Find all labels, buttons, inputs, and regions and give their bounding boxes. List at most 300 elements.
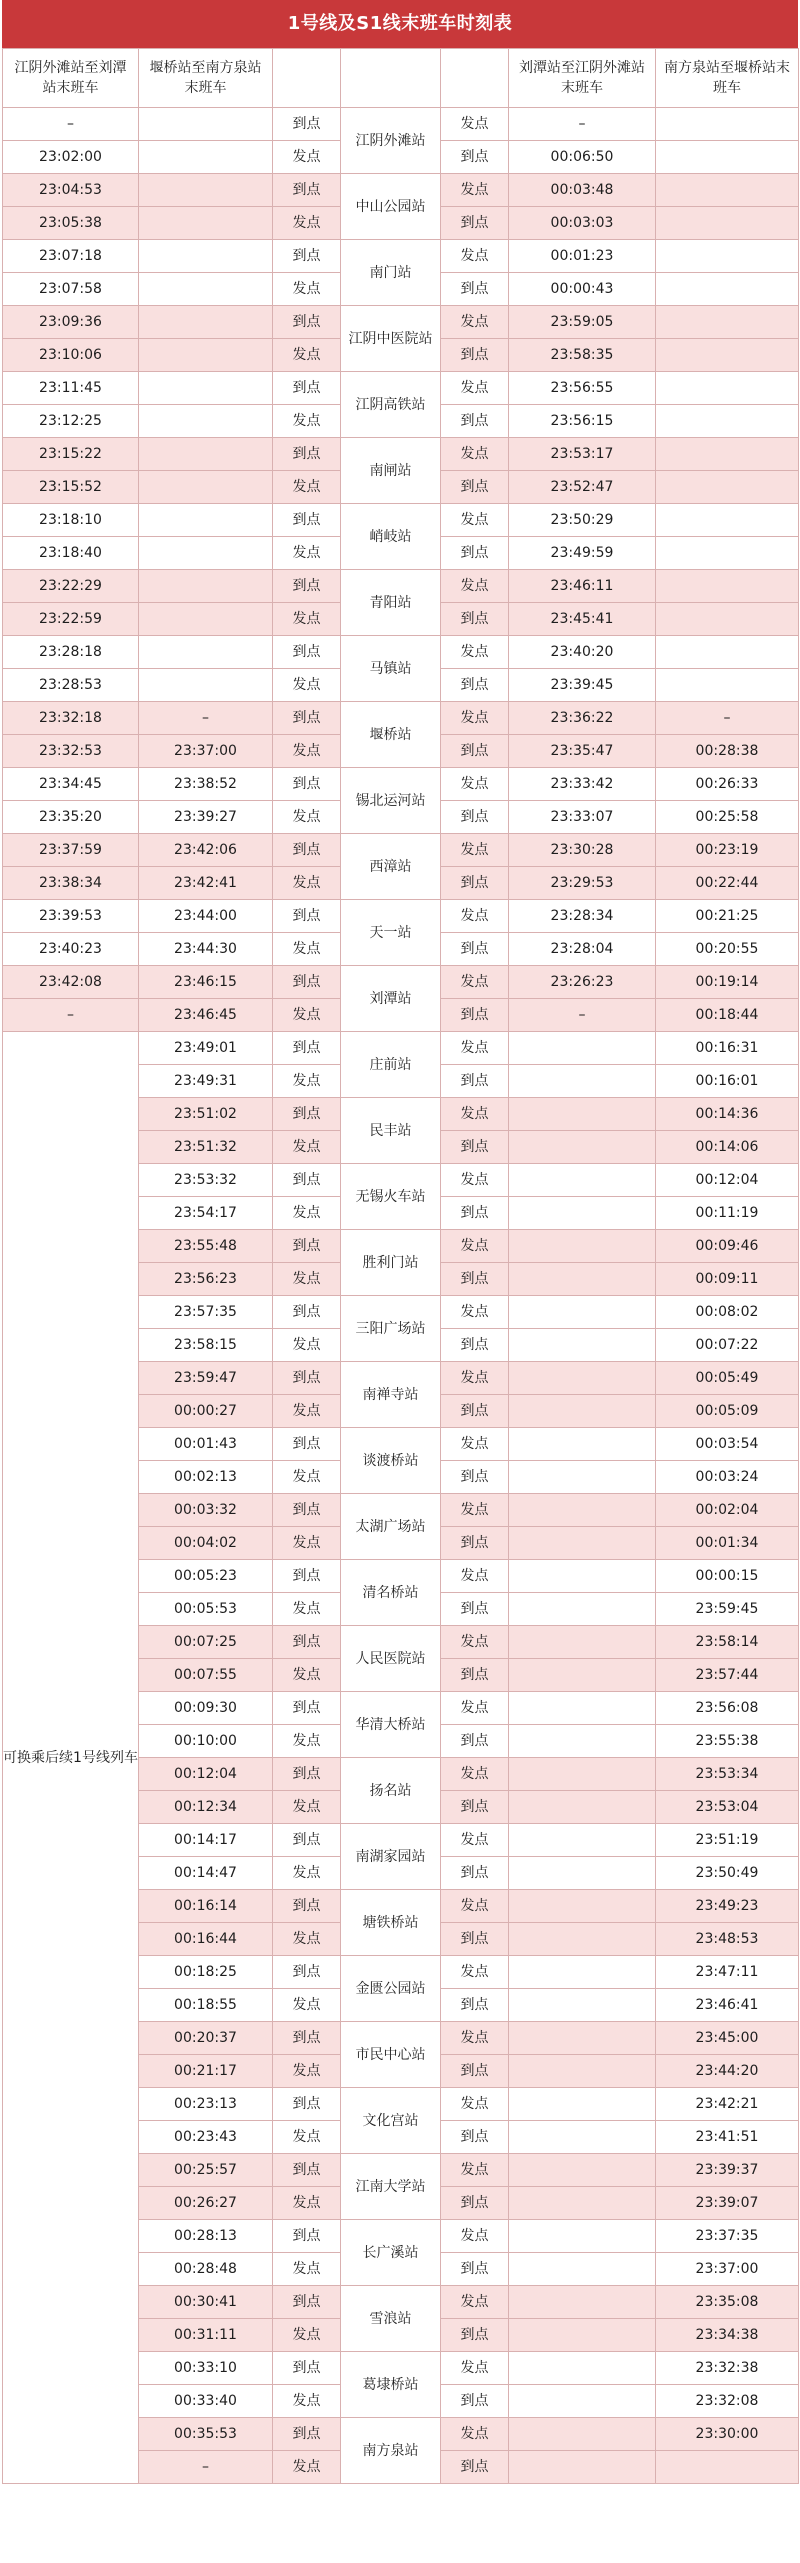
- cell-liutan-to-jiangyin: [509, 1461, 656, 1494]
- arrive-label: 到点: [273, 1956, 341, 1989]
- cell-liutan-to-jiangyin: [509, 2154, 656, 2187]
- arrive-label: 到点: [273, 1692, 341, 1725]
- cell-yanqiao-to-nanfangquan: [139, 636, 273, 669]
- depart-label: 发点: [441, 2418, 509, 2451]
- arrive-label: 到点: [441, 1923, 509, 1956]
- arrive-label: 到点: [273, 966, 341, 999]
- arrive-label: 到点: [273, 1362, 341, 1395]
- depart-label: 发点: [441, 1428, 509, 1461]
- cell-yanqiao-to-nanfangquan: [139, 108, 273, 141]
- cell-yanqiao-to-nanfangquan: 00:05:53: [139, 1593, 273, 1626]
- arrive-label: 到点: [441, 1527, 509, 1560]
- cell-liutan-to-jiangyin: [509, 1098, 656, 1131]
- cell-yanqiao-to-nanfangquan: 00:35:53: [139, 2418, 273, 2451]
- cell-nanfangquan-to-yanqiao: [656, 174, 799, 207]
- cell-liutan-to-jiangyin: [509, 1692, 656, 1725]
- depart-label: 发点: [273, 2055, 341, 2088]
- depart-label: 发点: [273, 273, 341, 306]
- cell-yanqiao-to-nanfangquan: 23:39:27: [139, 801, 273, 834]
- table-row: [3, 768, 799, 801]
- cell-nanfangquan-to-yanqiao: 00:16:31: [656, 1032, 799, 1065]
- depart-label: 发点: [441, 1296, 509, 1329]
- cell-yanqiao-to-nanfangquan: 23:57:35: [139, 1296, 273, 1329]
- cell-nanfangquan-to-yanqiao: [656, 240, 799, 273]
- cell-yanqiao-to-nanfangquan: 23:44:00: [139, 900, 273, 933]
- cell-nanfangquan-to-yanqiao: 00:23:19: [656, 834, 799, 867]
- table-row: [3, 1032, 799, 1065]
- cell-liutan-to-jiangyin: [509, 1362, 656, 1395]
- depart-label: 发点: [273, 867, 341, 900]
- cell-liutan-to-jiangyin: 23:40:20: [509, 636, 656, 669]
- cell-liutan-to-jiangyin: [509, 1824, 656, 1857]
- station-name: 南方泉站: [341, 2418, 441, 2484]
- cell-nanfangquan-to-yanqiao: –: [656, 702, 799, 735]
- cell-yanqiao-to-nanfangquan: [139, 603, 273, 636]
- cell-nanfangquan-to-yanqiao: 23:51:19: [656, 1824, 799, 1857]
- cell-liutan-to-jiangyin: 23:56:55: [509, 372, 656, 405]
- arrive-label: 到点: [273, 636, 341, 669]
- station-name: 南湖家园站: [341, 1824, 441, 1890]
- cell-liutan-to-jiangyin: 23:56:15: [509, 405, 656, 438]
- cell-nanfangquan-to-yanqiao: [656, 438, 799, 471]
- station-name: 南门站: [341, 240, 441, 306]
- cell-yanqiao-to-nanfangquan: –: [139, 2451, 273, 2484]
- cell-yanqiao-to-nanfangquan: 23:54:17: [139, 1197, 273, 1230]
- cell-yanqiao-to-nanfangquan: 00:07:55: [139, 1659, 273, 1692]
- depart-label: 发点: [273, 1329, 341, 1362]
- cell-nanfangquan-to-yanqiao: [656, 141, 799, 174]
- depart-label: 发点: [273, 1725, 341, 1758]
- cell-yanqiao-to-nanfangquan: 00:14:17: [139, 1824, 273, 1857]
- cell-liutan-to-jiangyin: [509, 2253, 656, 2286]
- cell-liutan-to-jiangyin: 23:59:05: [509, 306, 656, 339]
- cell-nanfangquan-to-yanqiao: 00:03:24: [656, 1461, 799, 1494]
- arrive-label: 到点: [273, 702, 341, 735]
- cell-yanqiao-to-nanfangquan: 00:30:41: [139, 2286, 273, 2319]
- cell-yanqiao-to-nanfangquan: 23:49:31: [139, 1065, 273, 1098]
- station-name: 庄前站: [341, 1032, 441, 1098]
- depart-label: 发点: [273, 471, 341, 504]
- arrive-label: 到点: [441, 801, 509, 834]
- cell-liutan-to-jiangyin: 23:39:45: [509, 669, 656, 702]
- depart-label: 发点: [441, 240, 509, 273]
- cell-liutan-to-jiangyin: 00:06:50: [509, 141, 656, 174]
- arrive-label: 到点: [273, 1032, 341, 1065]
- arrive-label: 到点: [441, 1197, 509, 1230]
- cell-yanqiao-to-nanfangquan: 00:01:43: [139, 1428, 273, 1461]
- cell-nanfangquan-to-yanqiao: 00:08:02: [656, 1296, 799, 1329]
- header-nanfangquan-to-yanqiao: 南方泉站至堰桥站末班车: [656, 49, 799, 108]
- cell-nanfangquan-to-yanqiao: [656, 603, 799, 636]
- depart-label: 发点: [441, 372, 509, 405]
- table-row: [3, 966, 799, 999]
- cell-yanqiao-to-nanfangquan: 23:46:15: [139, 966, 273, 999]
- cell-jiangyin-to-liutan: 23:42:08: [3, 966, 139, 999]
- arrive-label: 到点: [441, 207, 509, 240]
- cell-liutan-to-jiangyin: [509, 2385, 656, 2418]
- arrive-label: 到点: [273, 900, 341, 933]
- cell-liutan-to-jiangyin: 23:36:22: [509, 702, 656, 735]
- cell-nanfangquan-to-yanqiao: 23:55:38: [656, 1725, 799, 1758]
- station-name: 长广溪站: [341, 2220, 441, 2286]
- cell-yanqiao-to-nanfangquan: 23:56:23: [139, 1263, 273, 1296]
- cell-liutan-to-jiangyin: 23:28:34: [509, 900, 656, 933]
- cell-nanfangquan-to-yanqiao: [656, 306, 799, 339]
- depart-label: 发点: [441, 1164, 509, 1197]
- arrive-label: 到点: [273, 1494, 341, 1527]
- cell-nanfangquan-to-yanqiao: [656, 537, 799, 570]
- cell-nanfangquan-to-yanqiao: [656, 504, 799, 537]
- station-name: 江南大学站: [341, 2154, 441, 2220]
- cell-liutan-to-jiangyin: [509, 1626, 656, 1659]
- cell-liutan-to-jiangyin: [509, 2022, 656, 2055]
- depart-label: 发点: [441, 306, 509, 339]
- depart-label: 发点: [441, 1098, 509, 1131]
- cell-nanfangquan-to-yanqiao: 23:37:35: [656, 2220, 799, 2253]
- arrive-label: 到点: [273, 834, 341, 867]
- cell-nanfangquan-to-yanqiao: 00:28:38: [656, 735, 799, 768]
- timetable-sheet: [2, 0, 798, 2484]
- table-row: [3, 570, 799, 603]
- arrive-label: 到点: [273, 1890, 341, 1923]
- cell-yanqiao-to-nanfangquan: [139, 240, 273, 273]
- station-name: 南禅寺站: [341, 1362, 441, 1428]
- cell-liutan-to-jiangyin: [509, 2418, 656, 2451]
- cell-liutan-to-jiangyin: 23:58:35: [509, 339, 656, 372]
- arrive-label: 到点: [441, 471, 509, 504]
- table-row: [3, 636, 799, 669]
- depart-label: 发点: [273, 141, 341, 174]
- table-row: [3, 240, 799, 273]
- cell-jiangyin-to-liutan: 23:32:18: [3, 702, 139, 735]
- arrive-label: 到点: [441, 1989, 509, 2022]
- cell-yanqiao-to-nanfangquan: 00:18:25: [139, 1956, 273, 1989]
- cell-liutan-to-jiangyin: [509, 2088, 656, 2121]
- table-row: [3, 372, 799, 405]
- cell-jiangyin-to-liutan: 23:15:52: [3, 471, 139, 504]
- cell-yanqiao-to-nanfangquan: 23:49:01: [139, 1032, 273, 1065]
- cell-jiangyin-to-liutan: 23:12:25: [3, 405, 139, 438]
- cell-liutan-to-jiangyin: 00:00:43: [509, 273, 656, 306]
- depart-label: 发点: [441, 702, 509, 735]
- cell-liutan-to-jiangyin: 23:45:41: [509, 603, 656, 636]
- station-name: 中山公园站: [341, 174, 441, 240]
- arrive-label: 到点: [441, 1725, 509, 1758]
- cell-yanqiao-to-nanfangquan: 00:14:47: [139, 1857, 273, 1890]
- arrive-label: 到点: [441, 2319, 509, 2352]
- header-blank-1: [273, 49, 341, 108]
- arrive-label: 到点: [441, 1659, 509, 1692]
- depart-label: 发点: [273, 1857, 341, 1890]
- table-row: [3, 108, 799, 141]
- cell-jiangyin-to-liutan: 23:37:59: [3, 834, 139, 867]
- cell-liutan-to-jiangyin: [509, 2451, 656, 2484]
- station-name: 刘潭站: [341, 966, 441, 1032]
- station-name: 胜利门站: [341, 1230, 441, 1296]
- cell-liutan-to-jiangyin: [509, 1032, 656, 1065]
- station-name: 江阴外滩站: [341, 108, 441, 174]
- cell-liutan-to-jiangyin: [509, 1263, 656, 1296]
- arrive-label: 到点: [441, 1329, 509, 1362]
- arrive-label: 到点: [441, 1857, 509, 1890]
- cell-jiangyin-to-liutan: 23:07:58: [3, 273, 139, 306]
- cell-liutan-to-jiangyin: 23:33:07: [509, 801, 656, 834]
- arrive-label: 到点: [273, 1164, 341, 1197]
- header-blank-station: [341, 49, 441, 108]
- cell-yanqiao-to-nanfangquan: 23:46:45: [139, 999, 273, 1032]
- cell-jiangyin-to-liutan: 23:05:38: [3, 207, 139, 240]
- cell-yanqiao-to-nanfangquan: 00:05:23: [139, 1560, 273, 1593]
- table-row: [3, 438, 799, 471]
- arrive-label: 到点: [273, 2418, 341, 2451]
- cell-yanqiao-to-nanfangquan: 23:58:15: [139, 1329, 273, 1362]
- cell-yanqiao-to-nanfangquan: [139, 438, 273, 471]
- arrive-label: 到点: [441, 735, 509, 768]
- station-name: 谈渡桥站: [341, 1428, 441, 1494]
- cell-liutan-to-jiangyin: [509, 1428, 656, 1461]
- station-name: 文化宫站: [341, 2088, 441, 2154]
- cell-jiangyin-to-liutan: 23:18:10: [3, 504, 139, 537]
- cell-nanfangquan-to-yanqiao: 23:57:44: [656, 1659, 799, 1692]
- cell-yanqiao-to-nanfangquan: 23:38:52: [139, 768, 273, 801]
- depart-label: 发点: [273, 1461, 341, 1494]
- cell-nanfangquan-to-yanqiao: 23:35:08: [656, 2286, 799, 2319]
- arrive-label: 到点: [273, 768, 341, 801]
- cell-yanqiao-to-nanfangquan: 00:02:13: [139, 1461, 273, 1494]
- depart-label: 发点: [273, 1065, 341, 1098]
- cell-liutan-to-jiangyin: 23:53:17: [509, 438, 656, 471]
- station-name: 南闸站: [341, 438, 441, 504]
- table-row: [3, 702, 799, 735]
- cell-liutan-to-jiangyin: 00:03:03: [509, 207, 656, 240]
- cell-nanfangquan-to-yanqiao: [656, 207, 799, 240]
- depart-label: 发点: [273, 1791, 341, 1824]
- cell-liutan-to-jiangyin: [509, 1758, 656, 1791]
- cell-jiangyin-to-liutan: 23:39:53: [3, 900, 139, 933]
- cell-yanqiao-to-nanfangquan: 00:00:27: [139, 1395, 273, 1428]
- depart-label: 发点: [273, 207, 341, 240]
- cell-liutan-to-jiangyin: [509, 1989, 656, 2022]
- depart-label: 发点: [441, 1362, 509, 1395]
- depart-label: 发点: [273, 1131, 341, 1164]
- cell-liutan-to-jiangyin: 23:49:59: [509, 537, 656, 570]
- cell-nanfangquan-to-yanqiao: 00:01:34: [656, 1527, 799, 1560]
- arrive-label: 到点: [441, 141, 509, 174]
- station-name: 三阳广场站: [341, 1296, 441, 1362]
- depart-label: 发点: [273, 999, 341, 1032]
- cell-yanqiao-to-nanfangquan: 00:33:10: [139, 2352, 273, 2385]
- cell-yanqiao-to-nanfangquan: [139, 339, 273, 372]
- cell-nanfangquan-to-yanqiao: 23:50:49: [656, 1857, 799, 1890]
- cell-yanqiao-to-nanfangquan: –: [139, 702, 273, 735]
- cell-liutan-to-jiangyin: [509, 1527, 656, 1560]
- cell-nanfangquan-to-yanqiao: 23:41:51: [656, 2121, 799, 2154]
- depart-label: 发点: [273, 1923, 341, 1956]
- arrive-label: 到点: [441, 999, 509, 1032]
- arrive-label: 到点: [441, 2385, 509, 2418]
- station-name: 雪浪站: [341, 2286, 441, 2352]
- cell-yanqiao-to-nanfangquan: 23:51:02: [139, 1098, 273, 1131]
- arrive-label: 到点: [441, 2187, 509, 2220]
- cell-jiangyin-to-liutan: 23:02:00: [3, 141, 139, 174]
- depart-label: 发点: [441, 2088, 509, 2121]
- cell-nanfangquan-to-yanqiao: 23:45:00: [656, 2022, 799, 2055]
- cell-liutan-to-jiangyin: [509, 1560, 656, 1593]
- cell-yanqiao-to-nanfangquan: 00:23:43: [139, 2121, 273, 2154]
- cell-jiangyin-to-liutan: 23:35:20: [3, 801, 139, 834]
- arrive-label: 到点: [273, 372, 341, 405]
- cell-yanqiao-to-nanfangquan: 00:12:34: [139, 1791, 273, 1824]
- cell-yanqiao-to-nanfangquan: 00:21:17: [139, 2055, 273, 2088]
- station-name: 锡北运河站: [341, 768, 441, 834]
- cell-liutan-to-jiangyin: 23:26:23: [509, 966, 656, 999]
- cell-nanfangquan-to-yanqiao: 23:59:45: [656, 1593, 799, 1626]
- arrive-label: 到点: [441, 1065, 509, 1098]
- cell-nanfangquan-to-yanqiao: 23:44:20: [656, 2055, 799, 2088]
- depart-label: 发点: [273, 735, 341, 768]
- cell-nanfangquan-to-yanqiao: 00:21:25: [656, 900, 799, 933]
- arrive-label: 到点: [441, 603, 509, 636]
- depart-label: 发点: [273, 933, 341, 966]
- cell-yanqiao-to-nanfangquan: [139, 405, 273, 438]
- depart-label: 发点: [273, 2385, 341, 2418]
- cell-liutan-to-jiangyin: [509, 2319, 656, 2352]
- cell-yanqiao-to-nanfangquan: [139, 141, 273, 174]
- cell-nanfangquan-to-yanqiao: 00:09:46: [656, 1230, 799, 1263]
- arrive-label: 到点: [273, 1428, 341, 1461]
- cell-yanqiao-to-nanfangquan: 00:20:37: [139, 2022, 273, 2055]
- station-name: 堰桥站: [341, 702, 441, 768]
- station-name: 华清大桥站: [341, 1692, 441, 1758]
- arrive-label: 到点: [441, 2055, 509, 2088]
- cell-nanfangquan-to-yanqiao: 00:11:19: [656, 1197, 799, 1230]
- cell-nanfangquan-to-yanqiao: [656, 2451, 799, 2484]
- depart-label: 发点: [273, 2319, 341, 2352]
- depart-label: 发点: [273, 2187, 341, 2220]
- cell-yanqiao-to-nanfangquan: 00:10:00: [139, 1725, 273, 1758]
- cell-jiangyin-to-liutan: 23:09:36: [3, 306, 139, 339]
- cell-yanqiao-to-nanfangquan: 00:26:27: [139, 2187, 273, 2220]
- cell-liutan-to-jiangyin: [509, 1164, 656, 1197]
- depart-label: 发点: [441, 1692, 509, 1725]
- cell-nanfangquan-to-yanqiao: 00:16:01: [656, 1065, 799, 1098]
- depart-label: 发点: [273, 2253, 341, 2286]
- cell-yanqiao-to-nanfangquan: 00:07:25: [139, 1626, 273, 1659]
- cell-liutan-to-jiangyin: [509, 2055, 656, 2088]
- cell-nanfangquan-to-yanqiao: 00:26:33: [656, 768, 799, 801]
- cell-nanfangquan-to-yanqiao: 00:20:55: [656, 933, 799, 966]
- arrive-label: 到点: [441, 2451, 509, 2484]
- arrive-label: 到点: [273, 306, 341, 339]
- cell-liutan-to-jiangyin: [509, 1197, 656, 1230]
- cell-yanqiao-to-nanfangquan: 00:03:32: [139, 1494, 273, 1527]
- cell-nanfangquan-to-yanqiao: 23:39:37: [656, 2154, 799, 2187]
- station-name: 西漳站: [341, 834, 441, 900]
- page-title: 1号线及S1线末班车时刻表: [2, 0, 798, 48]
- depart-label: 发点: [441, 108, 509, 141]
- arrive-label: 到点: [273, 1626, 341, 1659]
- cell-yanqiao-to-nanfangquan: 23:53:32: [139, 1164, 273, 1197]
- cell-yanqiao-to-nanfangquan: [139, 669, 273, 702]
- cell-liutan-to-jiangyin: [509, 1593, 656, 1626]
- arrive-label: 到点: [441, 2121, 509, 2154]
- arrive-label: 到点: [273, 174, 341, 207]
- cell-jiangyin-to-liutan: –: [3, 108, 139, 141]
- cell-nanfangquan-to-yanqiao: 23:47:11: [656, 1956, 799, 1989]
- depart-label: 发点: [441, 900, 509, 933]
- cell-yanqiao-to-nanfangquan: [139, 174, 273, 207]
- cell-nanfangquan-to-yanqiao: 23:53:04: [656, 1791, 799, 1824]
- cell-yanqiao-to-nanfangquan: [139, 207, 273, 240]
- station-name: 江阴中医院站: [341, 306, 441, 372]
- cell-jiangyin-to-liutan: 23:11:45: [3, 372, 139, 405]
- cell-nanfangquan-to-yanqiao: [656, 108, 799, 141]
- table-row: [3, 504, 799, 537]
- arrive-label: 到点: [441, 669, 509, 702]
- cell-liutan-to-jiangyin: [509, 1494, 656, 1527]
- cell-liutan-to-jiangyin: 23:29:53: [509, 867, 656, 900]
- header-blank-2: [441, 49, 509, 108]
- arrive-label: 到点: [273, 2022, 341, 2055]
- cell-jiangyin-to-liutan: 23:28:18: [3, 636, 139, 669]
- arrive-label: 到点: [441, 1791, 509, 1824]
- arrive-label: 到点: [441, 1263, 509, 1296]
- station-name: 扬名站: [341, 1758, 441, 1824]
- depart-label: 发点: [441, 1032, 509, 1065]
- arrive-label: 到点: [273, 1824, 341, 1857]
- depart-label: 发点: [441, 2352, 509, 2385]
- header-yanqiao-to-nanfangquan: 堰桥站至南方泉站末班车: [139, 49, 273, 108]
- cell-liutan-to-jiangyin: 23:33:42: [509, 768, 656, 801]
- cell-nanfangquan-to-yanqiao: [656, 273, 799, 306]
- cell-yanqiao-to-nanfangquan: [139, 306, 273, 339]
- cell-liutan-to-jiangyin: –: [509, 108, 656, 141]
- cell-nanfangquan-to-yanqiao: 00:12:04: [656, 1164, 799, 1197]
- cell-yanqiao-to-nanfangquan: [139, 504, 273, 537]
- arrive-label: 到点: [441, 933, 509, 966]
- arrive-label: 到点: [273, 2154, 341, 2187]
- arrive-label: 到点: [441, 405, 509, 438]
- station-name: 青阳站: [341, 570, 441, 636]
- cell-nanfangquan-to-yanqiao: 23:49:23: [656, 1890, 799, 1923]
- cell-jiangyin-to-liutan: 23:34:45: [3, 768, 139, 801]
- arrive-label: 到点: [441, 2253, 509, 2286]
- cell-jiangyin-to-liutan: 23:32:53: [3, 735, 139, 768]
- arrive-label: 到点: [273, 504, 341, 537]
- depart-label: 发点: [441, 1956, 509, 1989]
- cell-nanfangquan-to-yanqiao: 23:46:41: [656, 1989, 799, 2022]
- depart-label: 发点: [441, 1230, 509, 1263]
- cell-yanqiao-to-nanfangquan: [139, 372, 273, 405]
- cell-liutan-to-jiangyin: 23:52:47: [509, 471, 656, 504]
- cell-yanqiao-to-nanfangquan: 00:23:13: [139, 2088, 273, 2121]
- depart-label: 发点: [441, 570, 509, 603]
- cell-nanfangquan-to-yanqiao: 00:14:36: [656, 1098, 799, 1131]
- cell-jiangyin-to-liutan: 23:22:29: [3, 570, 139, 603]
- cell-jiangyin-to-liutan: 23:22:59: [3, 603, 139, 636]
- depart-label: 发点: [273, 1527, 341, 1560]
- cell-nanfangquan-to-yanqiao: 23:30:00: [656, 2418, 799, 2451]
- arrive-label: 到点: [273, 570, 341, 603]
- cell-yanqiao-to-nanfangquan: 00:16:14: [139, 1890, 273, 1923]
- depart-label: 发点: [441, 438, 509, 471]
- cell-nanfangquan-to-yanqiao: 23:39:07: [656, 2187, 799, 2220]
- depart-label: 发点: [273, 1659, 341, 1692]
- arrive-label: 到点: [441, 1131, 509, 1164]
- depart-label: 发点: [273, 1989, 341, 2022]
- cell-liutan-to-jiangyin: [509, 1725, 656, 1758]
- depart-label: 发点: [273, 1263, 341, 1296]
